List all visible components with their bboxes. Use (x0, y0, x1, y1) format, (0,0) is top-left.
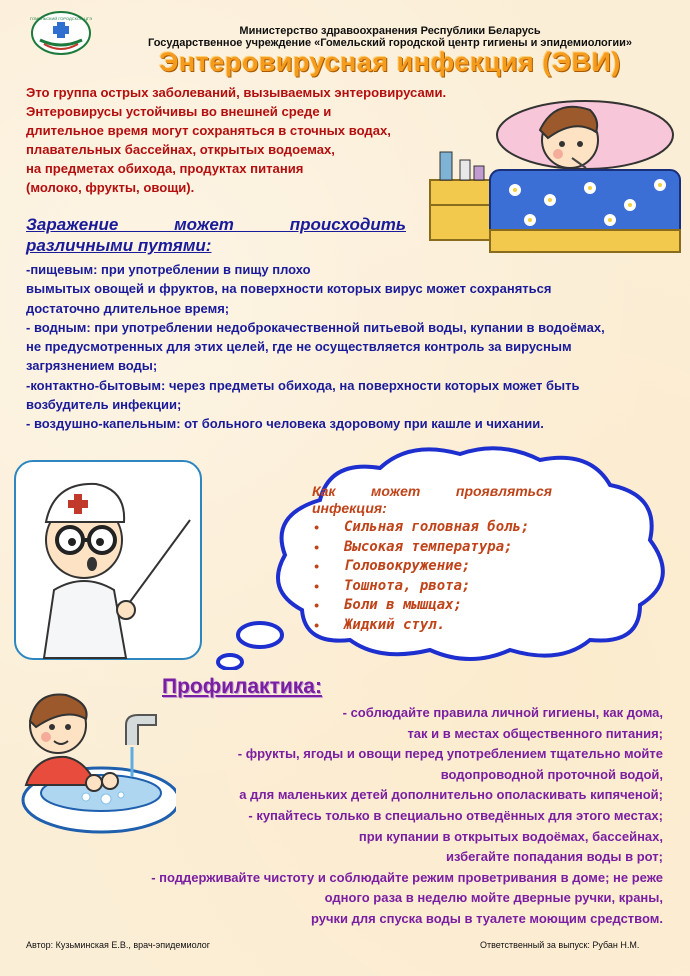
route-line: не предусмотренных для этих целей, где не осуществляется контроль за вирусным (26, 339, 572, 355)
infection-heading-line: различными путями: (26, 236, 212, 255)
prevention-line: так и в местах общественного питания; (407, 725, 663, 741)
symptoms-heading (312, 483, 552, 517)
symptom-item: • Головокружение; (312, 557, 612, 577)
symptom-item: • Высокая температура; (312, 538, 612, 558)
sick-child-illustration (420, 80, 682, 260)
footer-responsible: Ответственный за выпуск: Рубан Н.М. (480, 940, 640, 950)
prevention-line: избегайте попадания воды в рот; (445, 849, 663, 865)
symptom-item: • Сильная головная боль; (312, 518, 612, 538)
prevention-line: водопроводной проточной водой, (440, 766, 663, 782)
route-line: возбудитель инфекции; (26, 397, 182, 413)
prevention-line: - поддерживайте чистоту и соблюдайте режим проветривания в доме; не реже (151, 869, 663, 885)
route-line: - воздушно-капельным: от больного человека здоровому при кашле и чихании. (26, 416, 544, 432)
intro-line: (молоко, фрукты, овощи). (26, 180, 195, 195)
route-line: -пищевым: при употреблении в пищу плохо (26, 262, 311, 277)
prevention-line: одного раза в неделю мойте дверные ручки, краны, (324, 890, 663, 906)
prevention-line: а для маленьких детей дополнительно ополаскивать кипяченой; (239, 787, 663, 803)
prevention-line: при купании в открытых водоёмах, бассейнах, (358, 828, 663, 844)
infection-heading (26, 214, 406, 256)
header-ministry: Министерство здравоохранения Республики Беларусь (239, 25, 541, 37)
symptom-item: • Тошнота, рвота; (312, 577, 612, 597)
symptom-item: • Боли в мышцах; (312, 596, 612, 616)
svg-text:ГОМЕЛЬСКИЙ ГОРОДСКОЙ ЦГЭ: ГОМЕЛЬСКИЙ ГОРОДСКОЙ ЦГЭ (30, 16, 92, 21)
symptom-item: • Жидкий стул. (312, 616, 612, 636)
infection-routes (26, 260, 676, 434)
prevention-line: - купайтесь только в специально отведённых для этого местах; (248, 807, 663, 823)
symptoms-heading-line: Как может проявляться (312, 483, 552, 499)
prevention-line: - фрукты, ягоды и овощи перед употреблением тщательно мойте (237, 746, 663, 762)
doctor-illustration (14, 460, 202, 660)
symptoms-heading-line: инфекция: (312, 500, 387, 516)
route-line: - водным: при употреблении недоброкачественной питьевой воды, купании в водоёмах, (26, 319, 605, 335)
intro-line: Энтеровирусы устойчивы во внешней среде и (26, 104, 332, 119)
symptoms-list (312, 518, 612, 635)
intro-line: Это группа острых заболеваний, вызываемых энтеровирусами. (26, 85, 447, 100)
infection-heading-line: Заражение может происходить (26, 215, 406, 234)
organization-logo (30, 10, 92, 56)
footer-author: Автор: Кузьминская Е.В., врач-эпидемиолог (26, 940, 211, 950)
intro-line: на предметах обихода, продуктах питания (26, 161, 304, 176)
page-title: Энтеровирусная инфекция (ЭВИ) (159, 47, 621, 77)
prevention-line: ручки для спуска воды в туалете моющим средством. (311, 910, 663, 926)
header-institution: Государственное учреждение «Гомельский городской центр гигиены и эпидемиологии» (148, 37, 632, 49)
route-line: -контактно-бытовым: через предметы обихода, на поверхности которых может быть (26, 377, 580, 393)
prevention-line: - соблюдайте правила личной гигиены, как дома, (342, 705, 663, 720)
prevention-list (90, 703, 663, 930)
intro-line: длительное время могут сохраняться в сточных водах, (26, 123, 391, 138)
route-line: вымытых овощей и фруктов, на поверхности которых вирус может сохраняться (26, 281, 552, 297)
prevention-title: Профилактика: (162, 675, 322, 698)
route-line: достаточно длительное время; (26, 300, 230, 316)
route-line: загрязнением воды; (26, 358, 158, 374)
header (100, 25, 680, 49)
intro-line: плавательных бассейнах, открытых водоемах, (26, 142, 335, 157)
